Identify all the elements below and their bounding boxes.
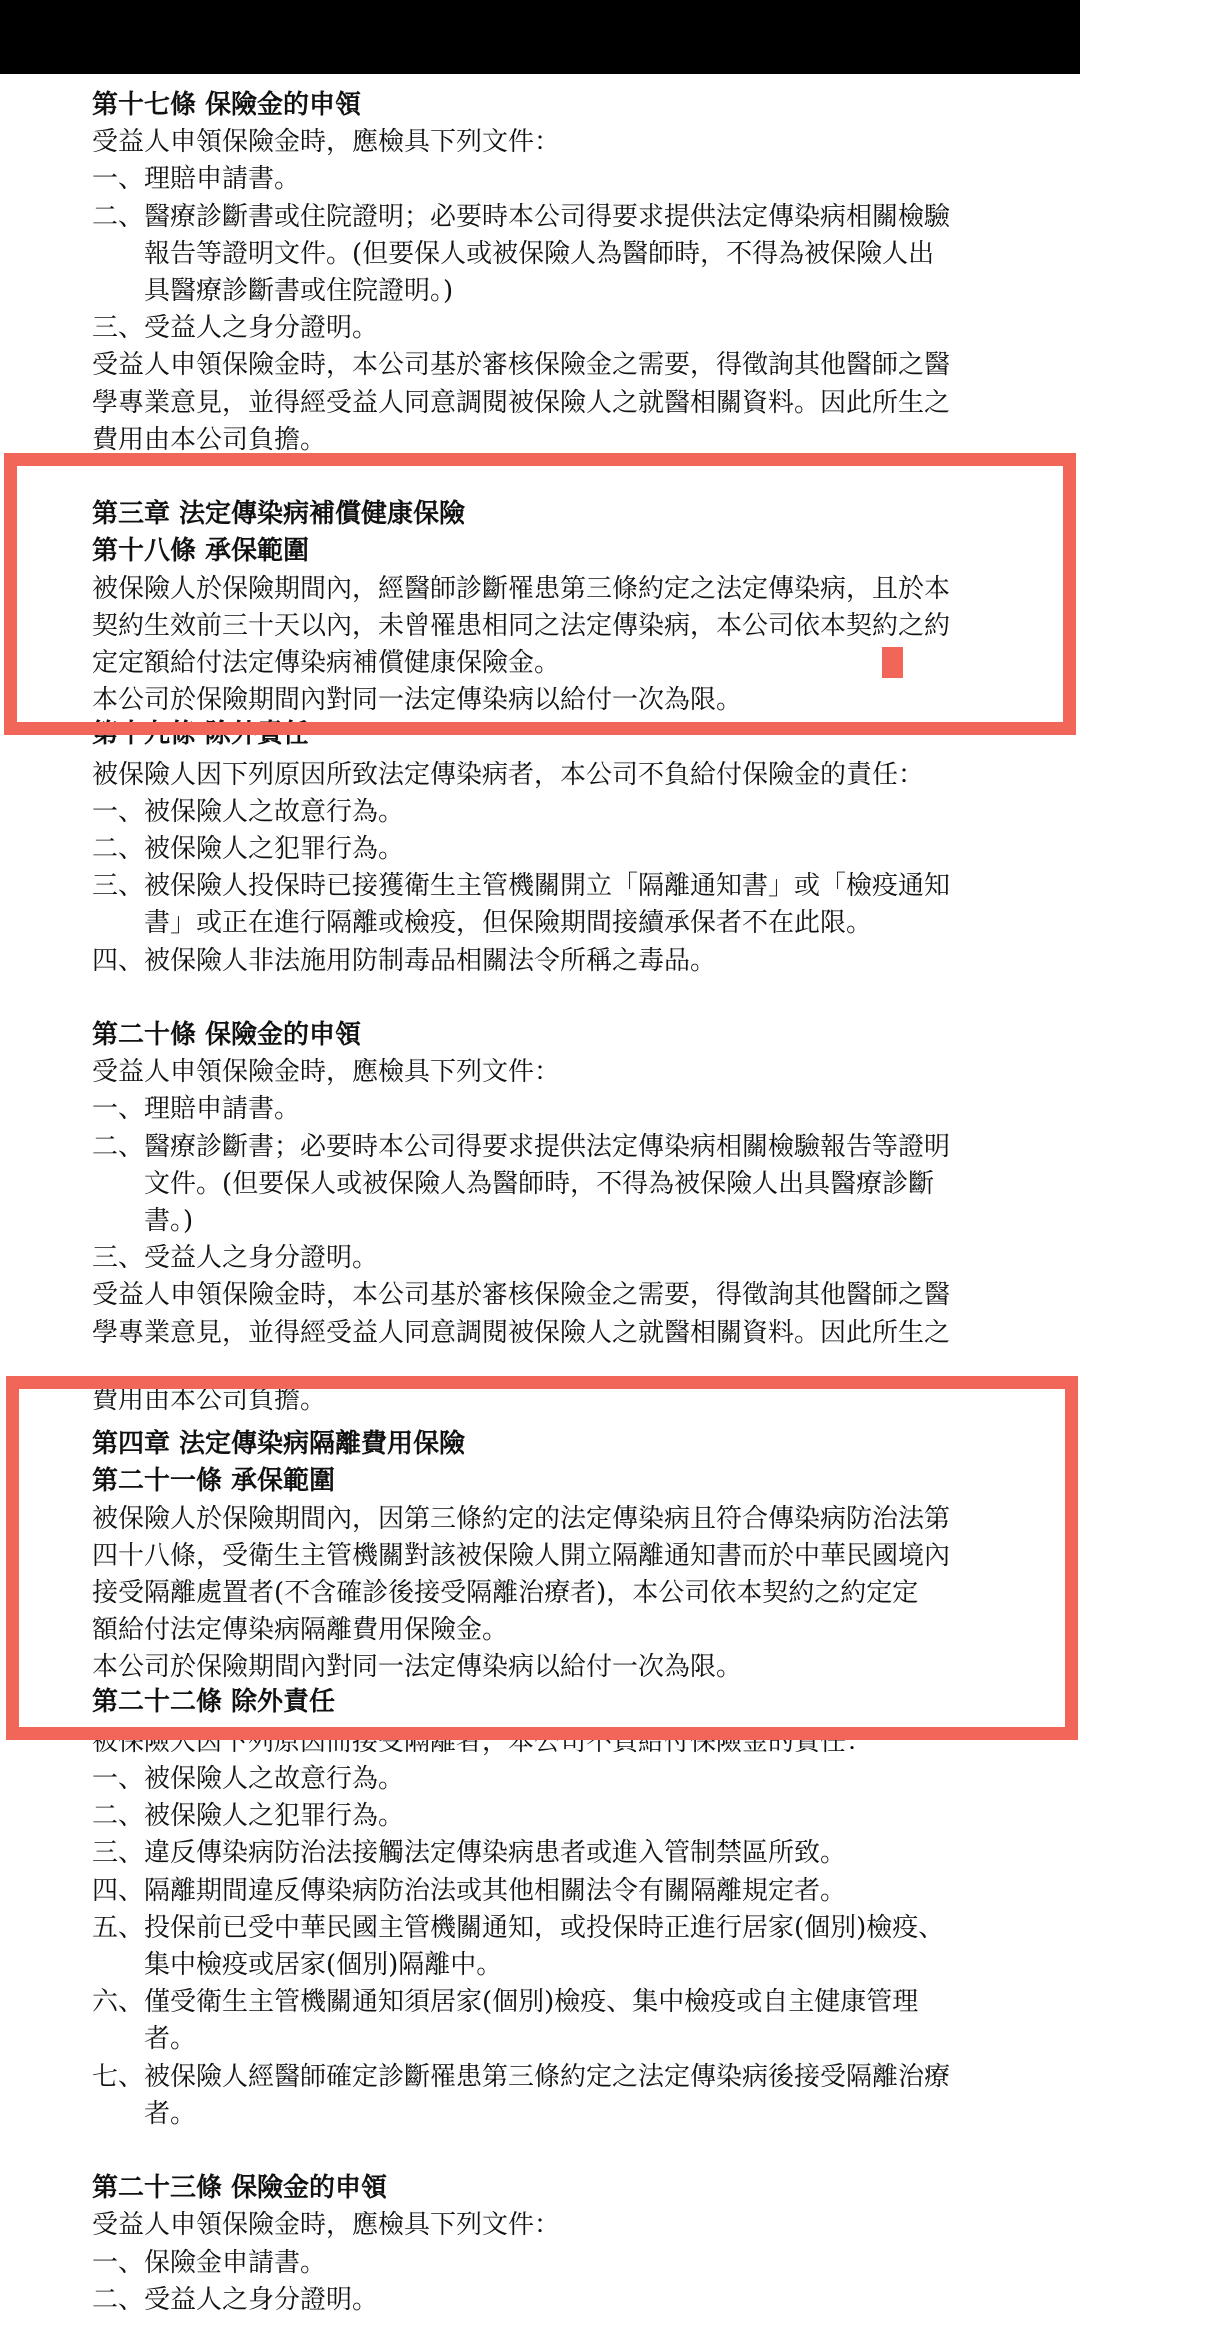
text-line: 四十八條，受衛生主管機關對該被保險人開立隔離通知書而於中華民國境內	[92, 1541, 951, 1571]
text-line: 一、被保險人之故意行為。	[92, 797, 405, 827]
text-line: 一、保險金申請書。	[92, 2248, 327, 2278]
text-line: 費用由本公司負擔。	[92, 425, 327, 455]
text-line: 五、投保前已受中華民國主管機關通知，或投保時正進行居家(個別)檢疫、	[92, 1913, 945, 1943]
text-line: 被保險人於保險期間內，因第三條約定的法定傳染病且符合傳染病防治法第	[92, 1504, 951, 1534]
text-line: 接受隔離處置者(不含確診後接受隔離治療者)，本公司依本契約之約定定	[92, 1578, 919, 1608]
text-line: 被保險人因下列原因而接受隔離者，本公司不負給付保險金的責任：	[92, 1727, 873, 1757]
section-heading: 第二十二條 除外責任	[92, 1687, 336, 1717]
text-line: 四、被保險人非法施用防制毒品相關法令所稱之毒品。	[92, 946, 717, 976]
text-line: 三、受益人之身分證明。	[92, 313, 379, 343]
text-line: 費用由本公司負擔。	[92, 1385, 327, 1415]
text-line: 受益人申領保險金時，本公司基於審核保險金之需要，得徵詢其他醫師之醫	[92, 350, 951, 380]
text-line: 三、被保險人投保時已接獲衛生主管機關開立「隔離通知書」或「檢疫通知	[92, 871, 951, 901]
section-heading: 第三章 法定傳染病補償健康保險	[92, 499, 466, 529]
text-line: 集中檢疫或居家(個別)隔離中。	[144, 1950, 503, 1980]
text-line: 學專業意見，並得經受益人同意調閱被保險人之就醫相關資料。因此所生之	[92, 388, 951, 418]
section-heading: 第二十三條 保險金的申領	[92, 2173, 388, 2203]
text-line: 被保險人於保險期間內，經醫師診斷罹患第三條約定之法定傳染病，且於本	[92, 574, 951, 604]
text-line: 文件。(但要保人或被保險人為醫師時，不得為被保險人出具醫療診斷	[144, 1169, 935, 1199]
text-line: 被保險人因下列原因所致法定傳染病者，本公司不負給付保險金的責任：	[92, 760, 925, 790]
text-line: 三、違反傳染病防治法接觸法定傳染病患者或進入管制禁區所致。	[92, 1838, 847, 1868]
text-line: 額給付法定傳染病隔離費用保險金。	[92, 1615, 509, 1645]
section-heading: 第四章 法定傳染病隔離費用保險	[92, 1429, 466, 1459]
text-line: 七、被保險人經醫師確定診斷罹患第三條約定之法定傳染病後接受隔離治療	[92, 2062, 951, 2092]
text-line: 報告等證明文件。(但要保人或被保險人為醫師時，不得為被保險人出	[144, 239, 935, 269]
highlight-box-chapter-3	[4, 453, 1076, 735]
text-line: 契約生效前三十天以內，未曾罹患相同之法定傳染病，本公司依本契約之約	[92, 611, 951, 641]
text-line: 四、隔離期間違反傳染病防治法或其他相關法令有關隔離規定者。	[92, 1876, 847, 1906]
text-line: 學專業意見，並得經受益人同意調閱被保險人之就醫相關資料。因此所生之	[92, 1318, 951, 1348]
text-line: 具醫療診斷書或住院證明。)	[144, 276, 454, 306]
text-line: 者。	[144, 2024, 197, 2054]
text-line: 二、醫療診斷書或住院證明；必要時本公司得要求提供法定傳染病相關檢驗	[92, 202, 951, 232]
text-line: 者。	[144, 2099, 197, 2129]
section-heading: 第十八條 承保範圍	[92, 536, 310, 566]
text-line: 受益人申領保險金時，應檢具下列文件：	[92, 2210, 561, 2240]
text-line: 定定額給付法定傳染病補償健康保險金。	[92, 648, 561, 678]
section-heading: 第二十一條 承保範圍	[92, 1466, 336, 1496]
section-heading: 第十九條 除外責任	[92, 719, 310, 749]
text-line: 書」或正在進行隔離或檢疫，但保險期間接續承保者不在此限。	[144, 908, 873, 938]
text-line: 受益人申領保險金時，應檢具下列文件：	[92, 1057, 561, 1087]
text-line: 二、受益人之身分證明。	[92, 2285, 379, 2315]
section-heading: 第十七條 保險金的申領	[92, 90, 362, 120]
text-line: 本公司於保險期間內對同一法定傳染病以給付一次為限。	[92, 1652, 743, 1682]
highlight-marker	[882, 647, 903, 678]
text-line: 一、理賠申請書。	[92, 1094, 301, 1124]
highlight-box-chapter-4	[6, 1376, 1078, 1740]
text-line: 六、僅受衛生主管機關通知須居家(個別)檢疫、集中檢疫或自主健康管理	[92, 1987, 919, 2017]
text-line: 二、被保險人之犯罪行為。	[92, 1801, 405, 1831]
top-black-bar	[0, 0, 1080, 74]
text-line: 受益人申領保險金時，本公司基於審核保險金之需要，得徵詢其他醫師之醫	[92, 1280, 951, 1310]
text-line: 書。)	[144, 1206, 194, 1236]
text-line: 一、理賠申請書。	[92, 164, 301, 194]
section-heading: 第二十條 保險金的申領	[92, 1020, 362, 1050]
text-line: 本公司於保險期間內對同一法定傳染病以給付一次為限。	[92, 685, 743, 715]
text-line: 一、被保險人之故意行為。	[92, 1764, 405, 1794]
text-line: 三、受益人之身分證明。	[92, 1243, 379, 1273]
text-line: 二、被保險人之犯罪行為。	[92, 834, 405, 864]
text-line: 二、醫療診斷書；必要時本公司得要求提供法定傳染病相關檢驗報告等證明	[92, 1132, 951, 1162]
text-line: 受益人申領保險金時，應檢具下列文件：	[92, 127, 561, 157]
